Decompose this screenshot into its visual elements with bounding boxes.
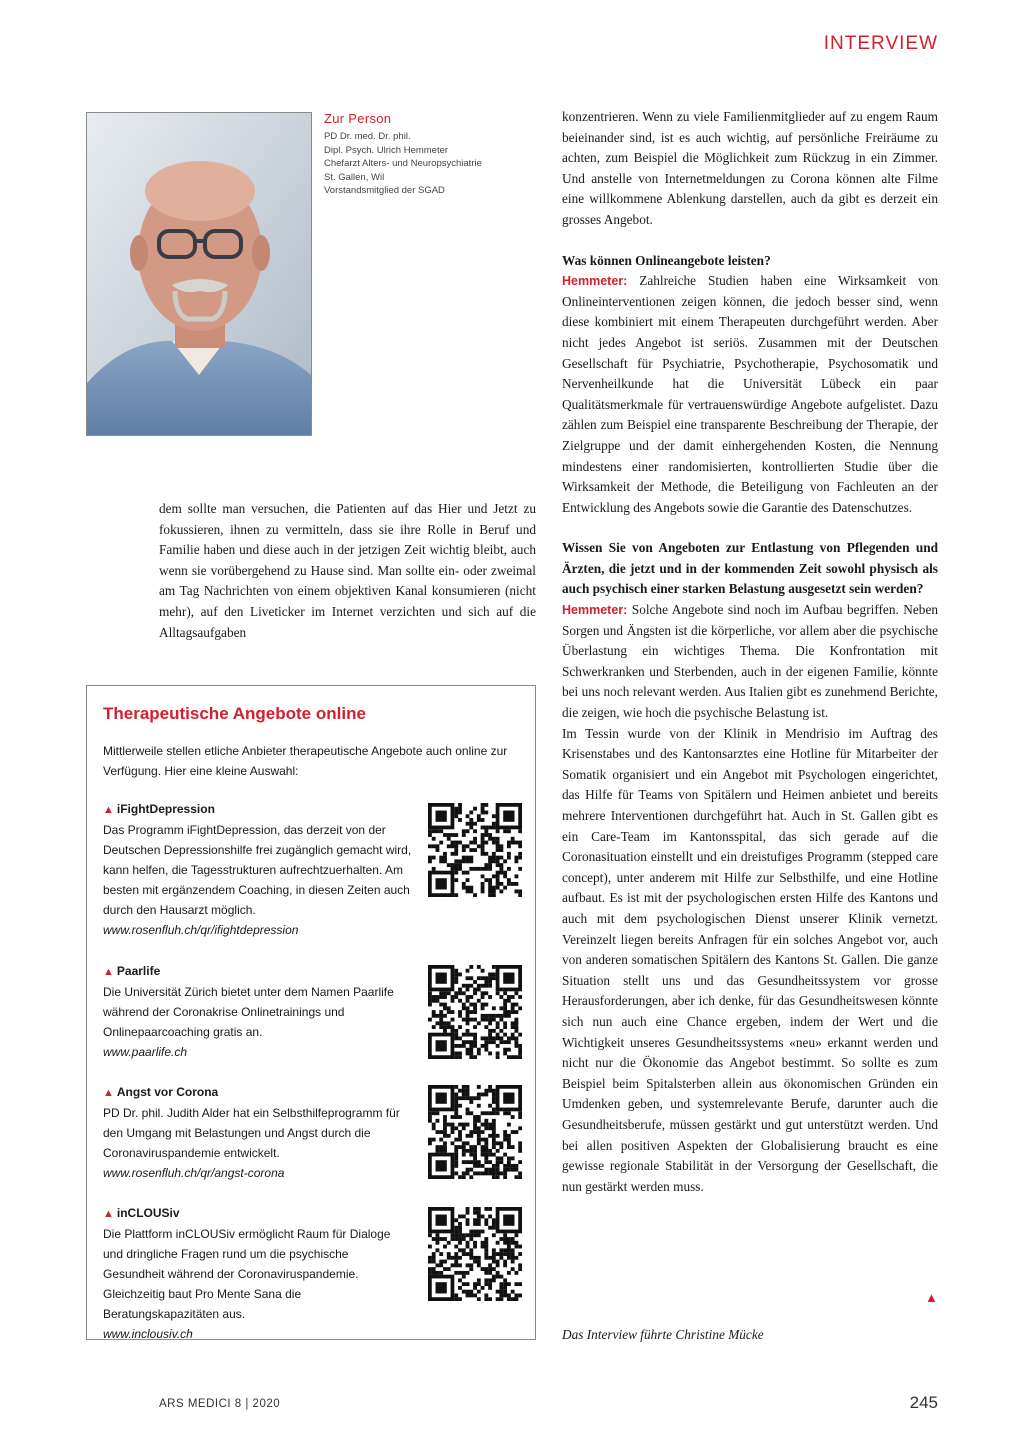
paragraph: Im Tessin wurde von der Klinik in Mendrisio im Auftrag des Krisenstabes und des Kantonsarztes eine Hotline für Mitarbeiter der Somatik organisiert und ein Angebot mit Psychologen eingerichtet, das Hilfe für Teams von Spitälern und Heimen anbietet und bereits mehrere Interventionen durchgeführt hat. Auch in St. Gallen gibt es ein Care-Team im Kantonsspital, das sich gerade auf die Coronasituation einstellt und ein dreistufiges Programm (stepped care concept), unter anderem mit Hilfe zur Selbsthilfe, und eine Hotline aufbaut. Es ist mit der psychologischen ersten Hilfe des Kantons und auch mit dem psychologischen Dienst unserer Klinik vernetzt. Vereinzelt liegen bereits Anfragen für ein solches Angebot vor, auch von anderen somatischen Spitälern des Kantons St. Gallen. Die ganze Situation stellt uns und das Gesundheitssystem vor grosse Herausforderungen, aber ich denke, für das Gesundheitswesen könnte sich nun auch eine Chance ergeben, indem der Wert und die Wichtigkeit unseres Gesundheitssystems «neu» erkannt werden und nicht nur die Ökonomie das Angebot bestimmt. So sollte es zum Beispiel beim Spitalsterben allein aus ökonomischen Gründen ein Umdenken geben, und systemrelevante Berufe, darunter auch die Gesundheitsberufe, müssen gestärkt und gut unterstützt werden. Und bei allen positiven Aspekten der Globalisierung braucht es eine gewisse regionale Stabilität in der Versorgung der Gesellschaft, die nun gestärkt werden muss. <box>562 725 938 1194</box>
triangle-icon: ▲ <box>103 1087 114 1099</box>
offer-text: PD Dr. phil. Judith Alder hat ein Selbsthilfeprogramm für den Umgang mit Belastungen und Angst durch die Coronaviruspandemie entwickelt. <box>103 1106 400 1160</box>
paragraph: konzentrieren. Wenn zu viele Familienmitglieder auf zu engem Raum beieinander sind, ist es auch wichtig, auf persönliche Freiräume zu achten, zum Beispiel die Möglichkeit zum Rückzug in ein Zimmer. Und anstelle von Internetmeldungen zu Corona können alte Filme eine willkommene Ablenkung darstellen, auch da gibt es derzeit ein grosses Angebot. <box>562 109 938 227</box>
info-box <box>86 685 536 1340</box>
offer-text: Das Programm iFightDepression, das derzeit von der Deutschen Depressionshilfe frei zugänglich gemacht wird, kann helfen, die Tagesstrukturen aufrechtzuerhalten. Am besten mit ergänzendem Coaching, in diesen Zeiten auch durch den Hausarzt möglich. <box>103 823 412 917</box>
qr-code-icon <box>428 1207 522 1301</box>
interview-answer: Solche Angebote sind noch im Aufbau begriffen. Neben Sorgen und Ängsten ist die körperliche, vor allem aber die psychische Überlastung ein wichtiges Thema. Die Konfrontation mit Schwerkranken und Sterbenden, auch in der eigenen Familie, könnte bei uns noch relevant werden. Aus Italien gibt es zunehmend Berichte, die zeigen, wie hoch die psychische Belastung ist. <box>562 602 938 721</box>
offer-title: Angst vor Corona <box>116 1085 219 1099</box>
offer-link[interactable]: www.inclousiv.ch <box>103 1327 193 1341</box>
left-column-text <box>159 499 536 643</box>
qr-code-icon <box>428 965 522 1059</box>
person-heading: Zur Person <box>324 111 392 126</box>
person-info <box>324 111 539 198</box>
person-line: Chefarzt Alters- und Neuropsychiatrie <box>324 158 482 169</box>
offer-entry <box>103 1082 413 1183</box>
offer-entry <box>103 799 413 940</box>
interview-question: Was können Onlineangebote leisten? <box>562 252 771 268</box>
person-line: Dipl. Psych. Ulrich Hemmeter <box>324 144 449 156</box>
qr-code-icon <box>428 1085 522 1179</box>
offer-text: Die Universität Zürich bietet unter dem Namen Paarlife während der Coronakrise Onlinetrainings und Onlinepaarcoaching gratis an. <box>103 985 394 1039</box>
triangle-icon: ▲ <box>103 966 114 978</box>
triangle-icon: ▲ <box>103 804 114 816</box>
offer-link[interactable]: www.paarlife.ch <box>103 1045 188 1059</box>
offer-text: Die Plattform inCLOUSiv ermöglicht Raum für Dialoge und dringliche Fragen rund um die psychische Gesundheit während der Coronaviruspandemie. Gleichzeitig baut Pro Mente Sana die Beratungskapazitäten aus. <box>103 1227 391 1321</box>
offer-entry <box>103 961 413 1062</box>
box-intro: Mittlerweile stellen etliche Anbieter therapeutische Angebote auch online zur Verfügung. Hier eine kleine Auswahl: <box>103 744 508 778</box>
journal-issue: ARS MEDICI 8 | 2020 <box>159 1398 281 1410</box>
offer-title: inCLOUSiv <box>116 1206 180 1220</box>
offer-title: iFightDepression <box>116 802 215 816</box>
offer-title: Paarlife <box>116 964 161 978</box>
end-triangle-icon: ▲ <box>925 1290 938 1305</box>
speaker-label: Hemmeter: <box>562 603 628 618</box>
right-column-text <box>562 107 938 1197</box>
speaker-label: Hemmeter: <box>562 274 628 289</box>
person-line: PD Dr. med. Dr. phil. <box>324 131 411 142</box>
paragraph: dem sollte man versuchen, die Patienten auf das Hier und Jetzt zu fokussieren, ihnen zu vermitteln, dass sie ihre Rolle in Beruf und Familie haben und diese auch in der jetzigen Zeit wichtig bleibt, auch wenn sie vorübergehend zu Hause sind. Man sollte ein- oder zweimal am Tag Nachrichten von einem objektiven Kanal konsumieren (nicht mehr), auf den Liveticker im Internet verzichten und sich auf die Alltagsaufgaben <box>159 501 536 640</box>
section-title: INTERVIEW <box>823 33 938 54</box>
byline: Das Interview führte Christine Mücke <box>562 1327 764 1342</box>
offer-link[interactable]: www.rosenfluh.ch/qr/angst-corona <box>103 1166 285 1180</box>
person-line: St. Gallen, Wil <box>324 171 385 183</box>
qr-code-icon <box>428 803 522 897</box>
box-title: Therapeutische Angebote online <box>103 704 366 723</box>
page-number: 245 <box>909 1393 938 1412</box>
portrait-photo <box>86 112 312 436</box>
triangle-icon: ▲ <box>103 1208 114 1220</box>
offer-link[interactable]: www.rosenfluh.ch/qr/ifightdepression <box>103 923 299 937</box>
person-line: Vorstandsmitglied der SGAD <box>324 185 445 196</box>
interview-question: Wissen Sie von Angeboten zur Entlastung von Pflegenden und Ärzten, die jetzt und in der kommenden Zeit sowohl physisch als auch psychisch einer starken Belastung ausgesetzt sein werden? <box>562 540 938 597</box>
interview-answer: Zahlreiche Studien haben eine Wirksamkeit von Onlineinterventionen zeigen können, die jedoch besser sind, wenn diese kombiniert mit einem Therapeuten durchgeführt werden. Aber nicht jedes Angebot ist seriös. Zusammen mit der Deutschen Gesellschaft für Psychiatrie, Psychotherapie, Psychosomatik und Nervenheilkunde hat die Universität Lübeck ein paar Qualitätsmerkmale für vertrauenswürdige Angebote aufgelistet. Dazu zählen zum Beispiel eine transparente Beschreibung der Therapie, der Zielgruppe und der damit einhergehenden Kosten, die Nennung mindestens einer randomisierten, kontrollierten Studie über die Wirksamkeit der Methode, die Beteiligung von Fachleuten an der Entwicklung des Angebots sowie die Garantie des Datenschutzes. <box>562 273 939 515</box>
offer-entry <box>103 1203 413 1344</box>
